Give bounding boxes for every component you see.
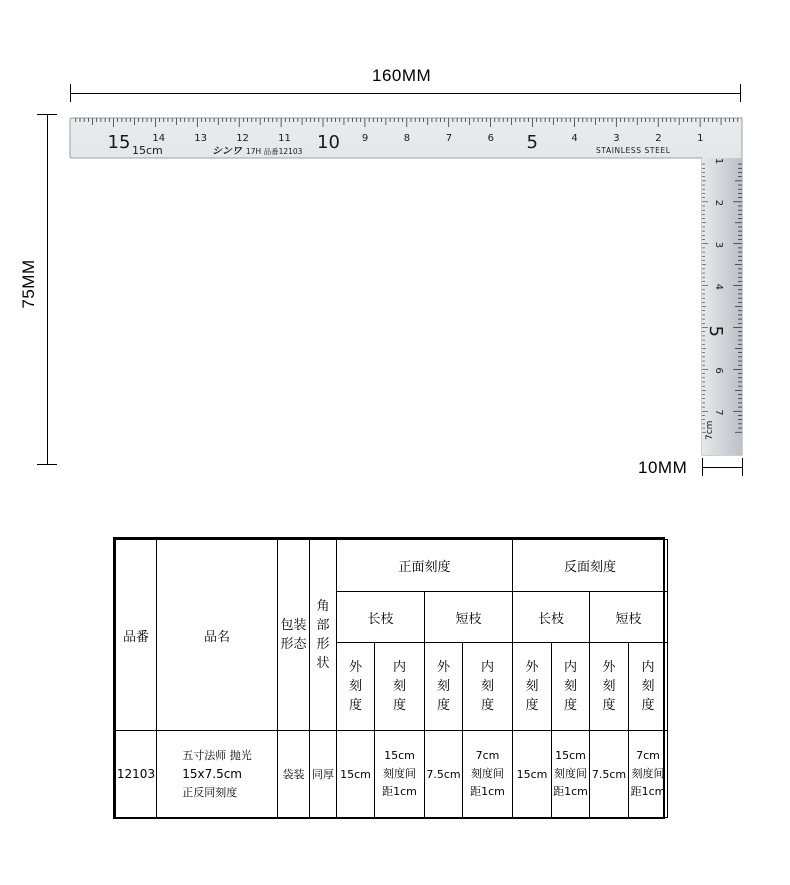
long-arm-number: 2 xyxy=(655,133,662,144)
long-arm-number: 1 xyxy=(697,133,704,144)
short-arm-number: 4 xyxy=(713,283,724,290)
header-corner-shape: 角部形状 xyxy=(310,540,337,731)
header-product-no: 品番 xyxy=(116,540,157,731)
cell-front-short-inner: 7cm 刻度间 距1cm xyxy=(463,731,513,818)
cell-product-name xyxy=(157,731,278,818)
header-back-short-inner: 内刻度 xyxy=(629,643,668,731)
cell-front-short-outer: 7.5cm xyxy=(425,731,463,818)
long-arm-number: 11 xyxy=(278,133,291,144)
short-arm-number: 1 xyxy=(713,157,724,165)
header-front-long-inner: 内刻度 xyxy=(375,643,425,731)
header-back-short-outer: 外刻度 xyxy=(590,643,629,731)
short-arm-number: 7 xyxy=(713,409,724,416)
long-arm-number: 10 xyxy=(317,132,340,153)
ruler-body xyxy=(70,118,742,455)
cell-back-long-inner: 15cm 刻度间 距1cm xyxy=(552,731,590,818)
cell-back-short-outer: 7.5cm xyxy=(590,731,629,818)
short-arm-unit-label: 7cm xyxy=(705,420,715,440)
header-back-long-arm: 长枝 xyxy=(513,592,590,643)
long-arm-number: 8 xyxy=(403,133,411,144)
cell-corner: 同厚 xyxy=(310,731,337,818)
long-arm-number: 5 xyxy=(526,132,538,153)
height-dim-label: 75MM xyxy=(19,259,38,309)
short-arm-number: 2 xyxy=(713,199,724,207)
long-arm-number: 4 xyxy=(571,133,578,144)
product-name-line2: 15x7.5cm xyxy=(182,766,242,781)
model-label: 17H 品番12103 xyxy=(246,147,303,156)
long-arm-number: 14 xyxy=(152,133,166,144)
length-dim-label: 160MM xyxy=(372,66,432,85)
header-product-name: 品名 xyxy=(157,540,278,731)
cell-packaging: 袋装 xyxy=(278,731,310,818)
long-arm-number: 6 xyxy=(487,133,494,144)
header-front-short-inner: 内刻度 xyxy=(463,643,513,731)
cell-product-no: 12103 xyxy=(116,731,157,818)
header-back-short-arm: 短枝 xyxy=(590,592,668,643)
header-front-short-outer: 外刻度 xyxy=(425,643,463,731)
header-packaging: 包装形态 xyxy=(278,540,310,731)
header-front-long-outer: 外刻度 xyxy=(337,643,375,731)
long-arm-unit-label: 15cm xyxy=(132,144,163,157)
long-arm-number: 12 xyxy=(236,133,249,144)
long-arm-number: 3 xyxy=(613,133,620,144)
header-back-long-outer: 外刻度 xyxy=(513,643,552,731)
product-name-line1: 五寸法师 抛光 xyxy=(182,748,252,762)
cell-front-long-inner: 15cm 刻度间 距1cm xyxy=(375,731,425,818)
spec-table xyxy=(115,539,668,818)
material-label: STAINLESS STEEL xyxy=(596,146,671,155)
width-dim-label: 10MM xyxy=(638,458,688,477)
header-front-long-arm: 长枝 xyxy=(337,592,425,643)
long-arm-number: 9 xyxy=(361,133,369,144)
cell-back-long-outer: 15cm xyxy=(513,731,552,818)
cell-back-short-inner: 7cm 刻度间 距1cm xyxy=(629,731,668,818)
long-arm-number: 7 xyxy=(445,133,453,144)
short-arm-number: 3 xyxy=(713,241,724,249)
brand-logo: シンワ xyxy=(212,146,242,157)
product-name-line3: 正反同刻度 xyxy=(182,785,238,799)
table-row xyxy=(116,731,668,818)
long-arm-number: 13 xyxy=(194,133,208,144)
long-arm-number: 15 xyxy=(107,132,131,153)
cell-front-long-outer: 15cm xyxy=(337,731,375,818)
header-back-long-inner: 内刻度 xyxy=(552,643,590,731)
short-arm-number: 5 xyxy=(705,325,726,337)
header-front-scale: 正面刻度 xyxy=(337,540,513,592)
header-front-short-arm: 短枝 xyxy=(425,592,513,643)
header-back-scale: 反面刻度 xyxy=(513,540,668,592)
short-arm-number: 6 xyxy=(713,367,724,374)
